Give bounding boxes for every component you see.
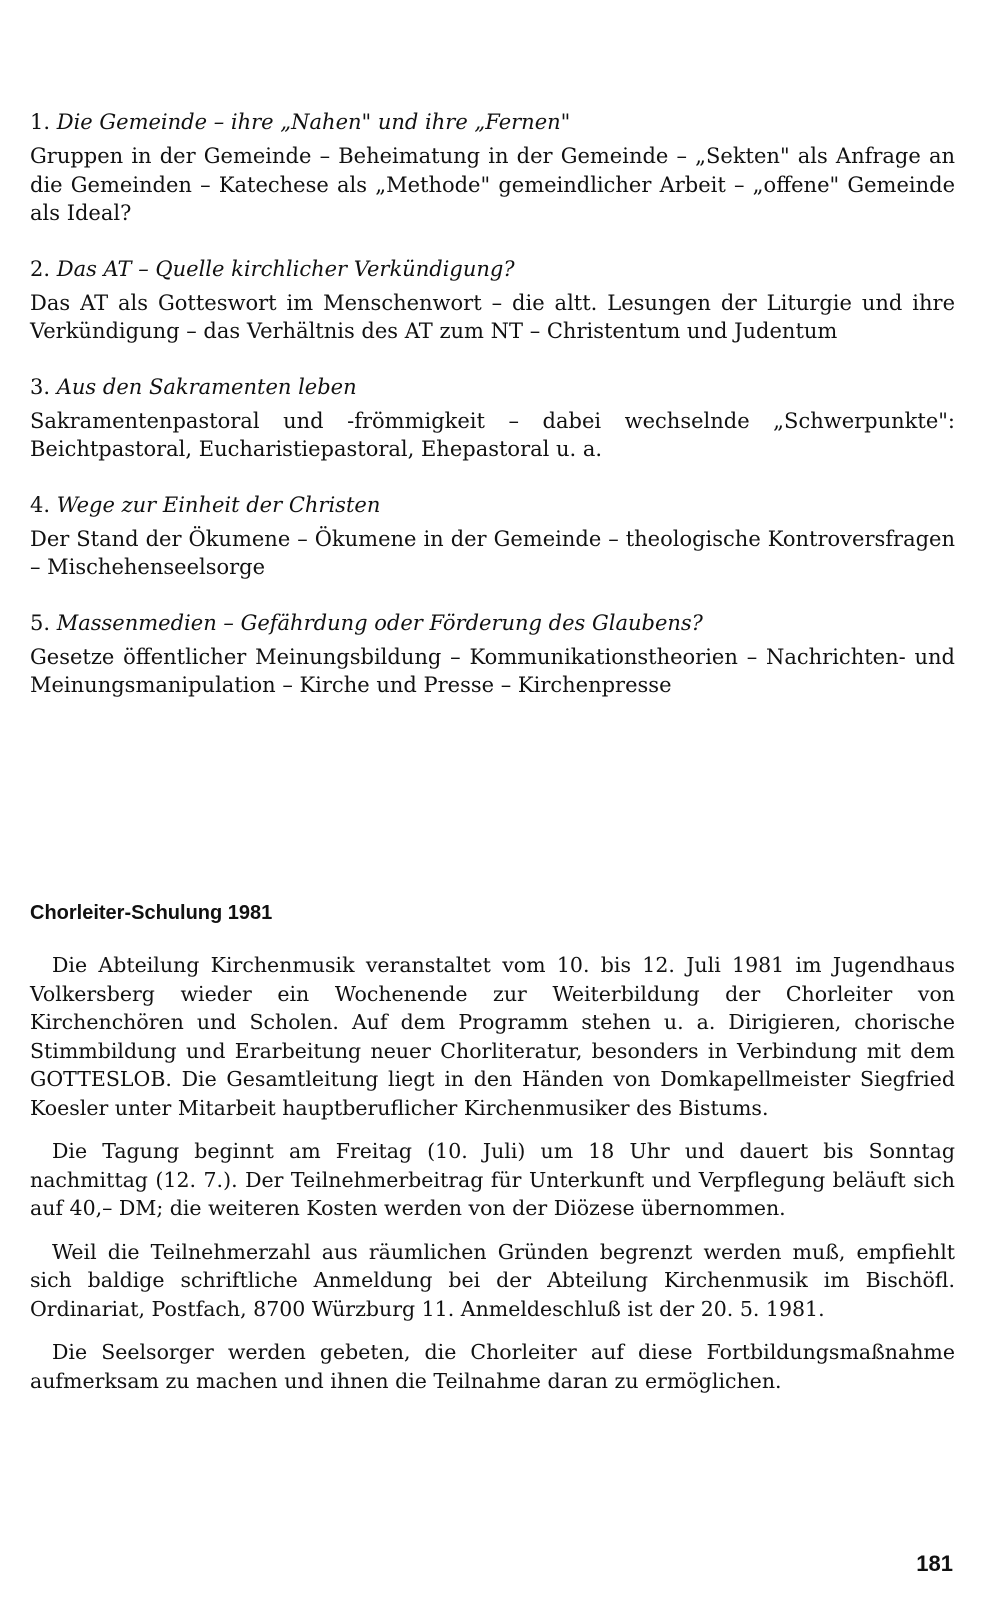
topic-body: Das AT als Gotteswort im Menschenwort – die altt. Lesungen der Liturgie und ihre Verkündigung – das Verhältnis des AT zum NT – Christentum und Judentum	[30, 290, 955, 343]
topic-number: 3.	[30, 374, 51, 399]
topic-item	[30, 255, 955, 346]
topic-heading	[30, 108, 955, 136]
topic-item	[30, 108, 955, 228]
section-paragraph: Weil die Teilnehmerzahl aus räumlichen Gründen begrenzt werden muß, empfiehlt sich baldige schriftliche Anmeldung bei der Abteilung Kirchenmusik im Bischöfl. Ordinariat, Postfach, 8700 Würzburg 11. Anmeldeschluß ist der 20. 5. 1981.	[30, 1239, 955, 1321]
topic-title: Aus den Sakramenten leben	[56, 374, 357, 399]
section-paragraph: Die Seelsorger werden gebeten, die Chorleiter auf diese Fortbildungsmaßnahme aufmerksam zu machen und ihnen die Teilnahme daran zu ermöglichen.	[30, 1340, 955, 1393]
topic-item	[30, 609, 955, 700]
topic-body: Sakramentenpastoral und -frömmigkeit – dabei wechselnde „Schwerpunkte": Beichtpastoral, Eucharistiepastoral, Ehepastoral u. a.	[30, 408, 955, 461]
page-number: 181	[916, 1551, 953, 1576]
topic-title: Die Gemeinde – ihre „Nahen" und ihre „Fernen"	[56, 110, 571, 134]
topic-list	[30, 108, 955, 727]
section-paragraph: Die Tagung beginnt am Freitag (10. Juli) um 18 Uhr und dauert bis Sonntag nachmittag (12. 7.). Der Teilnehmerbeitrag für Unterkunft und Verpflegung beläuft sich auf 40,– DM; die weiteren Kosten werden von der Diözese übernommen.	[30, 1139, 955, 1220]
topic-heading	[30, 373, 955, 401]
topic-body: Der Stand der Ökumene – Ökumene in der Gemeinde – theologische Kontroversfragen – Mischehenseelsorge	[30, 526, 955, 579]
topic-number: 1.	[30, 110, 51, 134]
topic-heading	[30, 255, 955, 283]
topic-number: 2.	[30, 256, 51, 281]
section-title: Chorleiter-Schulung 1981	[30, 902, 273, 924]
topic-body: Gesetze öffentlicher Meinungsbildung – Kommunikationstheorien – Nachrichten- und Meinungsmanipulation – Kirche und Presse – Kirchenpresse	[30, 644, 955, 697]
topic-heading	[30, 609, 955, 637]
topic-title: Wege zur Einheit der Christen	[56, 492, 381, 517]
topic-body: Gruppen in der Gemeinde – Beheimatung in der Gemeinde – „Sekten" als Anfrage an die Gemeinden – Katechese als „Methode" gemeindlicher Arbeit – „offene" Gemeinde als Ideal?	[30, 144, 955, 225]
topic-number: 5.	[30, 610, 51, 635]
section-paragraph: Die Abteilung Kirchenmusik veranstaltet vom 10. bis 12. Juli 1981 im Jugendhaus Volkersberg wieder ein Wochenende zur Weiterbildung der Chorleiter von Kirchenchören und Scholen. Auf dem Programm stehen u. a. Dirigieren, chorische Stimmbildung und Erarbeitung neuer Chorliteratur, besonders in Verbindung mit dem GOTTESLOB. Die Gesamtleitung liegt in den Händen von Domkapellmeister Siegfried Koesler unter Mitarbeit hauptberuflicher Kirchenmusiker des Bistums.	[30, 953, 955, 1120]
chorleiter-section	[30, 900, 955, 1410]
topic-number: 4.	[30, 492, 51, 517]
topic-item	[30, 491, 955, 582]
topic-item	[30, 373, 955, 464]
topic-heading	[30, 491, 955, 519]
topic-title: Das AT – Quelle kirchlicher Verkündigung?	[56, 256, 515, 281]
topic-title: Massenmedien – Gefährdung oder Förderung des Glaubens?	[56, 610, 703, 635]
